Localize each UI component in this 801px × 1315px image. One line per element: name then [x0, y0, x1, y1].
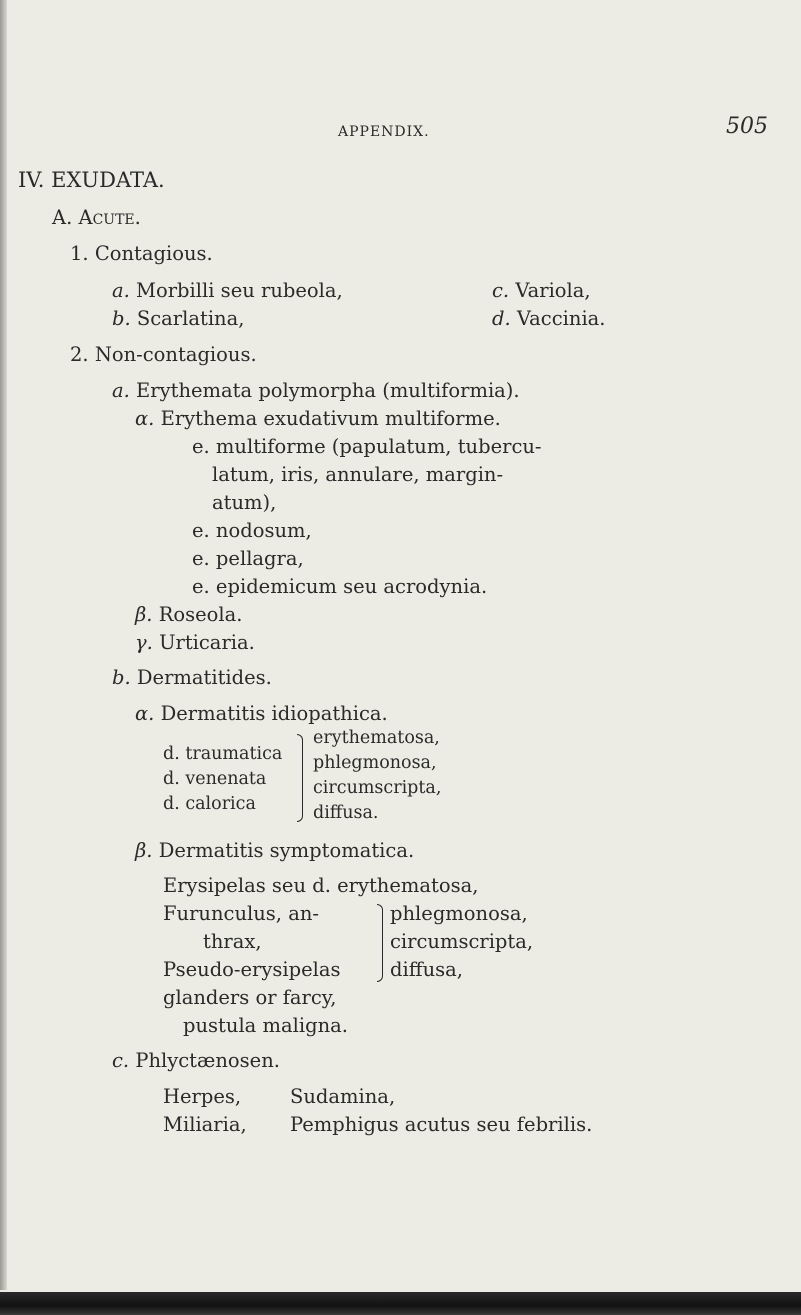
text-line: d. traumatica	[163, 744, 283, 764]
list-text: Dermatitis symptomatica.	[158, 839, 415, 862]
list-item	[112, 307, 244, 331]
item-heading	[70, 343, 257, 367]
text-line: Pemphigus acutus seu febrilis.	[290, 1113, 593, 1136]
text-line: atum),	[212, 491, 277, 514]
list-text: Phlyctænosen.	[135, 1049, 280, 1072]
list-text: Morbilli seu rubeola,	[136, 279, 343, 302]
list-text: Vaccinia.	[516, 307, 606, 330]
running-header: APPENDIX.	[338, 124, 430, 140]
text-line: phlegmonosa,	[390, 902, 528, 925]
list-letter: a.	[112, 379, 130, 402]
text-line: e. epidemicum seu acrodynia.	[192, 575, 488, 598]
list-letter: b.	[112, 307, 131, 330]
text-line: e. multiforme (papulatum, tubercu-	[192, 435, 542, 458]
list-letter: d.	[492, 307, 511, 330]
list-letter: β.	[135, 603, 153, 626]
section-numeral: IV.	[18, 168, 45, 192]
list-item	[112, 666, 272, 690]
list-text: Erythemata polymorpha (multiformia).	[136, 379, 520, 402]
right-brace	[297, 734, 303, 822]
text-line: e. nodosum,	[192, 519, 312, 542]
section-heading	[18, 168, 165, 192]
list-text: Roseola.	[158, 603, 243, 626]
text-line: thrax,	[203, 930, 262, 953]
list-letter: α.	[135, 407, 155, 430]
list-letter: α.	[135, 702, 155, 725]
left-brace	[377, 904, 383, 982]
page-left-edge	[0, 0, 7, 1290]
list-text: Scarlatina,	[136, 307, 245, 330]
text-line: Furunculus, an-	[163, 902, 319, 925]
list-letter: c.	[112, 1049, 130, 1072]
page-number: 505	[726, 114, 768, 139]
list-letter: a.	[112, 279, 130, 302]
text-line: circumscripta,	[390, 930, 534, 953]
list-text: Urticaria.	[159, 631, 255, 654]
text-line: diffusa.	[313, 803, 379, 823]
list-item	[112, 279, 343, 303]
item-number: 2.	[70, 343, 89, 366]
list-item	[135, 407, 501, 431]
item-heading	[70, 242, 213, 266]
list-text: Erythema exudativum multiforme.	[160, 407, 501, 430]
list-text: Variola,	[515, 279, 591, 302]
section-title: EXUDATA.	[51, 168, 165, 192]
text-line: circumscripta,	[313, 778, 442, 798]
text-line: erythematosa,	[313, 728, 440, 748]
text-line: Miliaria,	[163, 1113, 247, 1136]
list-item	[492, 307, 606, 331]
text-line: diffusa,	[390, 958, 463, 981]
list-text: Dermatitis idiopathica.	[160, 702, 388, 725]
list-item	[135, 603, 242, 627]
subsection-title: Acute.	[78, 206, 141, 229]
text-line: phlegmonosa,	[313, 753, 437, 773]
list-item	[135, 702, 388, 726]
list-letter: β.	[135, 839, 153, 862]
text-line: glanders or farcy,	[163, 986, 337, 1009]
text-line: Pseudo-erysipelas	[163, 958, 341, 981]
text-line: d. venenata	[163, 769, 267, 789]
text-line: latum, iris, annulare, margin-	[212, 463, 504, 486]
item-title: Contagious.	[94, 242, 213, 265]
list-item	[135, 839, 414, 863]
list-text: Dermatitides.	[136, 666, 272, 689]
text-line: Erysipelas seu d. erythematosa,	[163, 874, 479, 897]
scan-bottom-edge	[0, 1292, 801, 1315]
list-item	[112, 1049, 280, 1073]
item-number: 1.	[70, 242, 89, 265]
list-item	[492, 279, 591, 303]
subsection-letter: A.	[52, 206, 73, 229]
text-line: e. pellagra,	[192, 547, 304, 570]
text-line: Herpes,	[163, 1085, 242, 1108]
list-item	[112, 379, 520, 403]
list-letter: c.	[492, 279, 510, 302]
item-title: Non-contagious.	[94, 343, 257, 366]
list-item	[135, 631, 255, 655]
subsection-heading	[52, 206, 141, 230]
list-letter: γ.	[135, 631, 153, 654]
text-line: pustula maligna.	[183, 1014, 348, 1037]
text-line: Sudamina,	[290, 1085, 396, 1108]
list-letter: b.	[112, 666, 131, 689]
text-line: d. calorica	[163, 794, 256, 814]
